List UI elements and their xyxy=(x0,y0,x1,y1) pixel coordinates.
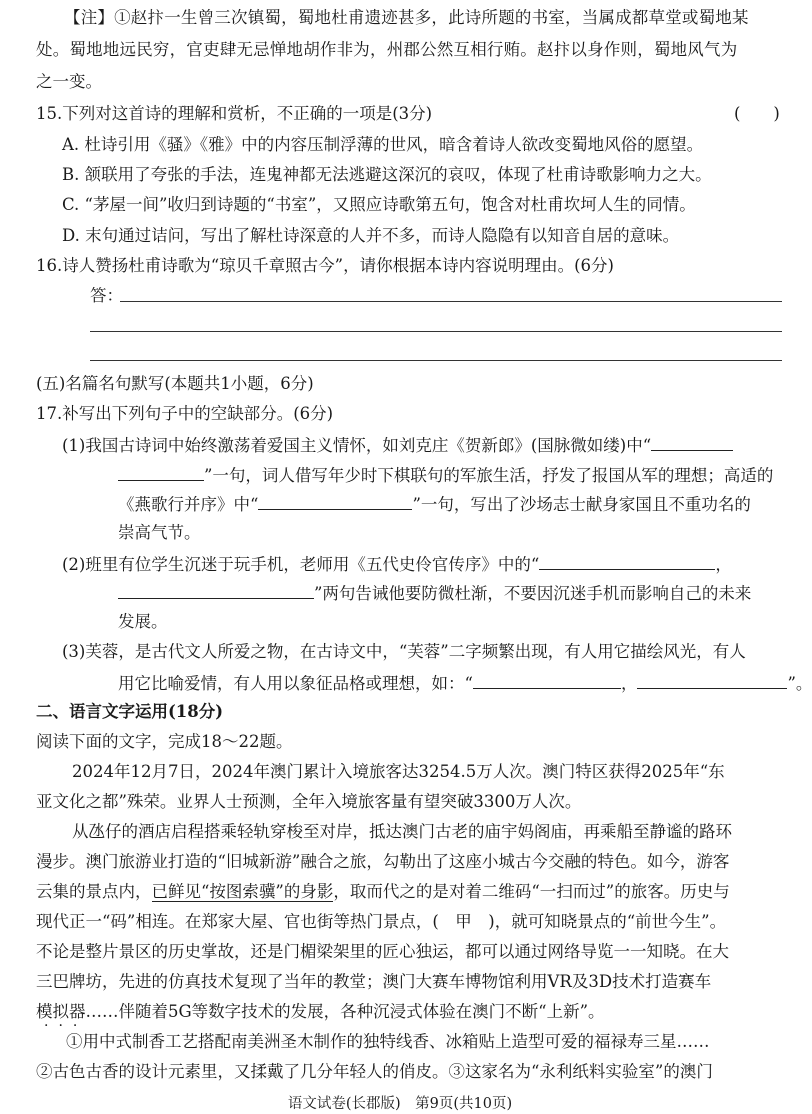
q17-p2-line-1-end: ， xyxy=(715,555,732,574)
q17-p1-line-2-text: ”一句，词人借写年少时下棋联句的军旅生活，抒发了报国从军的理想；高适的 xyxy=(204,466,774,485)
note-line-2: 处。蜀地地远民穷，官吏肆无忌惮地胡作非为，州郡公然互相行贿。赵抃以身作则，蜀地风气为 xyxy=(36,40,738,59)
q17-p1-line-1 xyxy=(62,432,733,458)
underlined-phrase: 已鲜见“按图索骥”的身影 xyxy=(151,882,334,901)
q17-blank-2[interactable] xyxy=(258,491,412,510)
q17-p2-line-2-text: ”两句告诫他要防微杜渐，不要因沉迷手机而影响自己的未来 xyxy=(314,584,752,603)
passage-para-2-line-3b: ，取而代之的是对着二维码“一扫而过”的旅客。历史与 xyxy=(333,882,730,901)
q17-blank-6[interactable] xyxy=(637,670,787,689)
passage-para-3-line-1: ①用中式制香工艺搭配南美洲圣木制作的独特线香、冰箱贴上造型可爱的福禄寿三星…… xyxy=(66,1032,710,1051)
q15-answer-paren: ( ) xyxy=(734,104,780,123)
q17-p1-line-3a-text: 《燕歌行并序》中“ xyxy=(118,495,259,514)
q17-p3-line-2 xyxy=(118,670,812,696)
q17-blank-1a[interactable] xyxy=(651,432,733,451)
q17-p3-line-2a-text: 用它比喻爱情，有人用以象征品格或理想，如：“ xyxy=(118,674,473,693)
note-line-1: 【注】①赵抃一生曾三次镇蜀，蜀地杜甫遗迹甚多，此诗所题的书室，当属成都草堂或蜀地某 xyxy=(64,8,749,27)
passage-para-1-line-2: 亚文化之都”殊荣。业界人士预测，全年入境旅客量有望突破3300万人次。 xyxy=(36,792,582,811)
q17-p2-line-1-text: (2)班里有位学生沉迷于玩手机，老师用《五代史伶官传序》中的“ xyxy=(62,555,540,574)
q17-p1-line-3b-text: ”一句，写出了沙场志士献身家国且不重功名的 xyxy=(412,495,751,514)
part-2-instruction: 阅读下面的文字，完成18～22题。 xyxy=(36,732,293,751)
passage-para-2-line-2: 漫步。澳门旅游业打造的“旧城新游”融合之旅，勾勒出了这座小城古今交融的特色。如今，游客 xyxy=(36,852,730,871)
passage-para-2-line-3a: 云集的景点内， xyxy=(36,882,152,901)
passage-para-2-line-3 xyxy=(36,880,730,904)
q17-p2-line-2 xyxy=(118,580,751,606)
q15-option-b: B. 颔联用了夸张的手法，连鬼神都无法逃避这深沉的哀叹，体现了杜甫诗歌影响力之大。 xyxy=(62,165,712,184)
q15-option-a: A. 杜诗引用《骚》《雅》中的内容压制浮薄的世风，暗含着诗人欲改变蜀地风俗的愿望。 xyxy=(62,135,704,154)
passage-para-2-line-4: 现代正一“码”相连。在郑家大屋、官也街等热门景点，( 甲 )，就可知晓景点的“前世今生”。 xyxy=(36,912,727,931)
q16-answer-line-2[interactable] xyxy=(90,331,782,332)
passage-para-2-line-5: 不论是整片景区的历史掌故，还是门楣梁架里的匠心独运，都可以通过网络导览一一知晓。在大 xyxy=(36,942,729,961)
q17-p3-line-1: (3)芙蓉，是古代文人所爱之物，在古诗文中，“芙蓉”二字频繁出现，有人用它描绘风光，有人 xyxy=(62,642,746,661)
note-line-3: 之一变。 xyxy=(36,72,102,91)
passage-para-2-line-1: 从氹仔的酒店启程搭乘轻轨穿梭至对岸，抵达澳门古老的庙宇妈阁庙，再乘船至静谧的路环 xyxy=(72,822,732,841)
q15-stem: 15.下列对这首诗的理解和赏析，不正确的一项是(3分) xyxy=(36,104,433,123)
q17-p2-line-1 xyxy=(62,551,732,577)
q15-option-c: C. “茅屋一间”收归到诗题的“书室”，又照应诗歌第五句，饱含对杜甫坎坷人生的同情。 xyxy=(62,195,696,214)
passage-para-2-line-7: 模拟器……伴随着5G等数字技术的发展，各种沉浸式体验在澳门不断“上新”。 xyxy=(36,1002,605,1021)
q16-stem: 16.诗人赞扬杜甫诗歌为“琼贝千章照古今”，请你根据本诗内容说明理由。(6分) xyxy=(36,256,614,275)
q17-p1-line-1-text: (1)我国古诗词中始终激荡着爱国主义情怀，如刘克庄《贺新郎》(国脉微如缕)中“ xyxy=(62,436,652,455)
page-footer: 语文试卷(长郡版) 第9页(共10页) xyxy=(287,1096,513,1112)
q17-blank-4[interactable] xyxy=(118,580,314,599)
q17-stem: 17.补写出下列句子中的空缺部分。(6分) xyxy=(36,404,334,423)
part-2-heading: 二、语言文字运用(18分) xyxy=(36,702,224,721)
q16-answer-label: 答： xyxy=(90,286,123,305)
q17-p1-line-2 xyxy=(118,462,773,488)
q17-blank-1b[interactable] xyxy=(118,462,204,481)
q17-p2-line-3: 发展。 xyxy=(118,612,168,631)
q17-p1-line-3 xyxy=(118,491,751,517)
q16-answer-line-3[interactable] xyxy=(90,360,782,361)
section-5-heading: (五)名篇名句默写(本题共1小题，6分) xyxy=(36,374,314,393)
q15-option-d: D. 末句通过诘问，写出了解杜诗深意的人并不多，而诗人隐隐有以知音自居的意味。 xyxy=(62,226,680,245)
q17-p1-line-4: 崇高气节。 xyxy=(118,523,201,542)
q17-p3-line-2b-text: ， xyxy=(620,674,638,693)
q17-blank-3[interactable] xyxy=(539,551,715,570)
q17-p3-line-2c-text: ”。 xyxy=(787,674,812,693)
q16-answer-line-1[interactable] xyxy=(120,301,782,302)
q17-blank-5[interactable] xyxy=(473,670,621,689)
passage-para-2-line-6: 三巴牌坊，先进的仿真技术复现了当年的教堂；澳门大赛车博物馆利用VR及3D技术打造赛车 xyxy=(36,972,712,991)
emphasis-dots: ··· xyxy=(44,1018,88,1034)
passage-para-1-line-1: 2024年12月7日，2024年澳门累计入境旅客达3254.5万人次。澳门特区获得2025年“东 xyxy=(72,762,725,781)
passage-para-3-line-2: ②古色古香的设计元素里，又揉戴了几分年轻人的俏皮。③这家名为“永利纸料实验室”的澳门 xyxy=(36,1062,713,1081)
